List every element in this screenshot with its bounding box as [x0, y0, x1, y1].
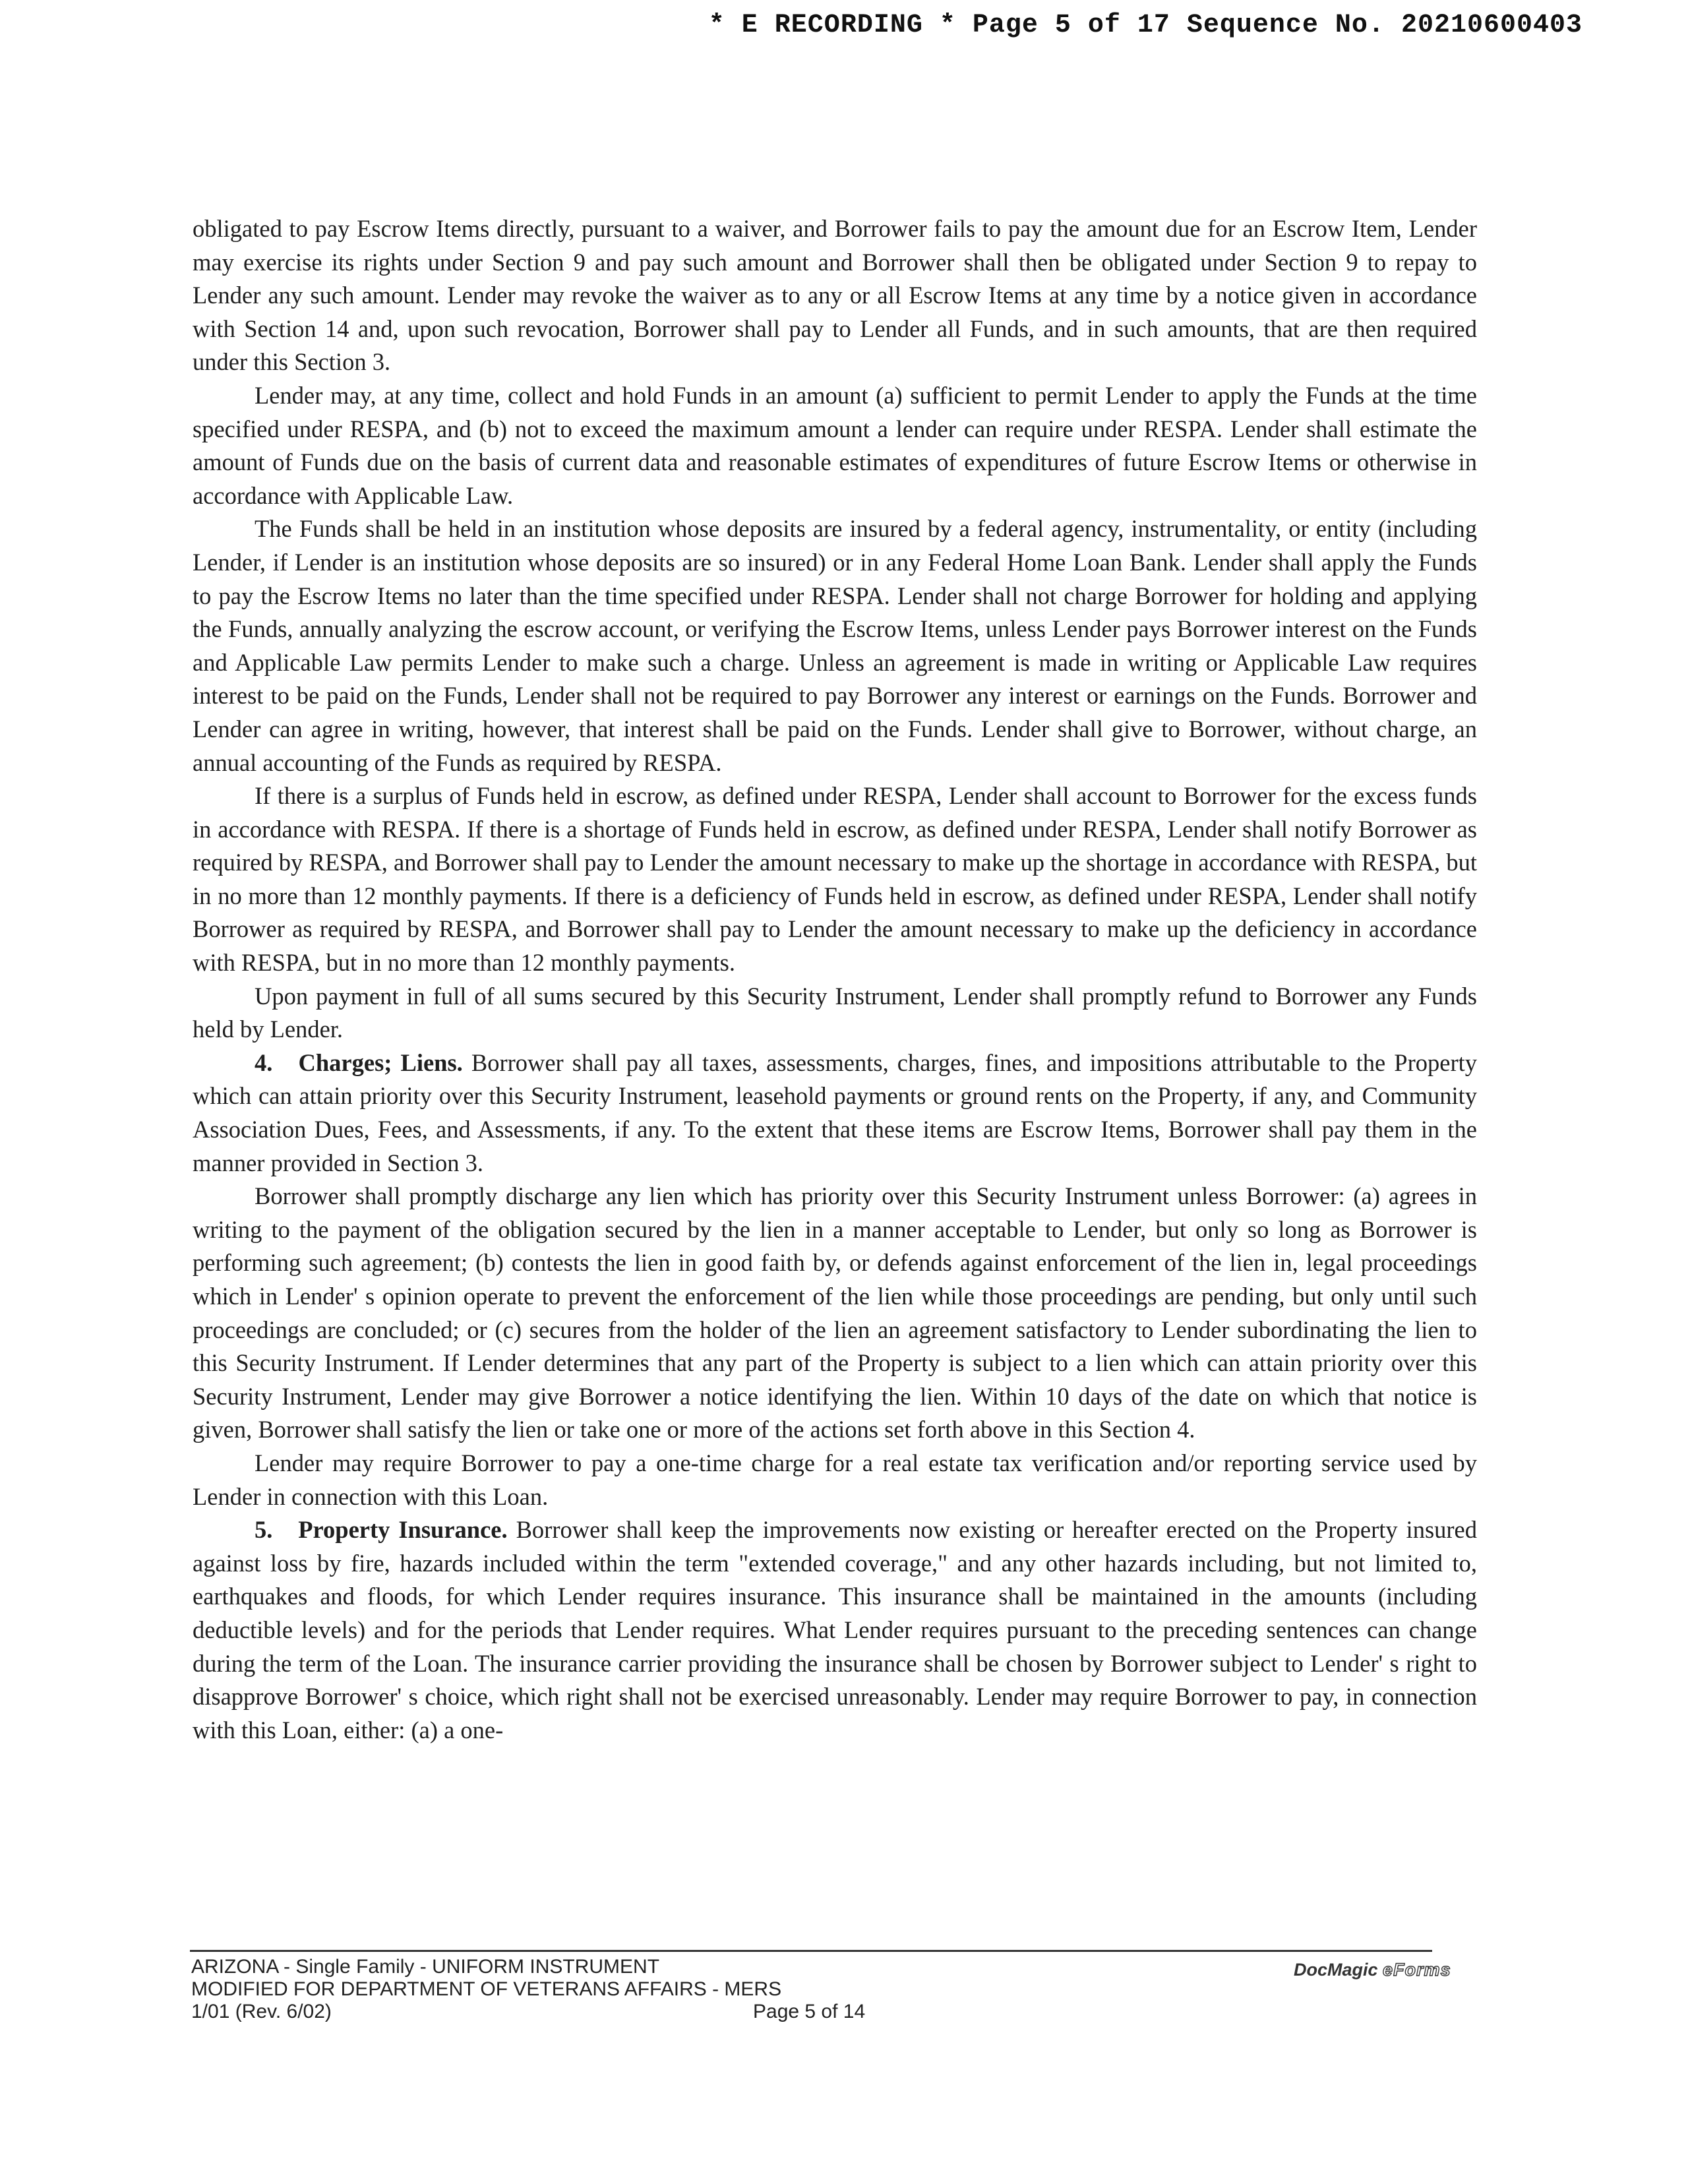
paragraph-escrow-waiver: obligated to pay Escrow Items directly, pursuant to a waiver, and Borrower fails to pay the amount due for an Escrow Item, Lender may exercise its rights under Section 9 and pay such amount and Borrower shall then be obligated under Section 9 to repay to Lender any such amount. Lender may revoke the waiver as to any or all Escrow Items at any time by a notice given in accordance with Section 14 and, upon such revocation, Borrower shall pay to Lender all Funds, and in such amounts, that are then required under this Section 3. — [193, 215, 1477, 376]
section-4-title: Charges; Liens. — [298, 1048, 463, 1076]
section-5-number: 5. — [255, 1516, 273, 1544]
recording-header: * E RECORDING * Page 5 of 17 Sequence No. 20210600403 — [708, 11, 1582, 40]
docmagic-brand: DocMagic — [1294, 1960, 1378, 1980]
paragraph-discharge-lien: Borrower shall promptly discharge any lien which has priority over this Security Instrument unless Borrower: (a) agrees in writing to the payment of the obligation secured by the lien in a manner acceptable to Lender, but only so long as Borrower is performing such agreement; (b) contests the lien in good faith by, or defends against enforcement of the lien in, legal proceedings which in Lender' s opinion operate to prevent the enforcement of the lien while those proceedings are pending, but only until such proceedings are concluded; or (c) secures from the holder of the lien an agreement satisfactory to Lender subordinating the lien to this Security Instrument. If Lender determines that any part of the Property is subject to a lien which can attain priority over this Security Instrument, Lender may give Borrower a notice identifying the lien. Within 10 days of the date on which that notice is given, Borrower shall satisfy the lien or take one or more of the actions set forth above in this Section 4. — [193, 1182, 1477, 1443]
eforms-brand: eForms — [1383, 1960, 1451, 1980]
section-4-charges-liens — [193, 1046, 1477, 1180]
footer-page-number: Page 5 of 14 — [753, 2001, 866, 2022]
footer-form-revision: 1/01 (Rev. 6/02) — [191, 2001, 332, 2022]
section-5-text: Borrower shall keep the improvements now existing or hereafter erected on the Property insured against loss by fire, hazards included within the term "extended coverage," and any other hazards including, but not limited to, earthquakes and floods, for which Lender requires insurance. This insurance shall be maintained in the amounts (including deductible levels) and for the periods that Lender requires. What Lender requires pursuant to the preceding sentences can change during the term of the Loan. The insurance carrier providing the insurance shall be chosen by Borrower subject to Lender' s right to disapprove Borrower' s choice, which right shall not be exercised unreasonably. Lender may require Borrower to pay, in connection with this Loan, either: (a) a one- — [193, 1516, 1478, 1744]
footer-divider — [190, 1950, 1432, 1952]
section-4-number: 4. — [255, 1048, 273, 1076]
paragraph-collect-funds: Lender may, at any time, collect and hold Funds in an amount (a) sufficient to permit Lender to apply the Funds at the time specified under RESPA, and (b) not to exceed the maximum amount a lender can require under RESPA. Lender shall estimate the amount of Funds due on the basis of current data and reasonable estimates of expenditures of future Escrow Items or otherwise in accordance with Applicable Law. — [193, 381, 1477, 509]
paragraph-funds-held: The Funds shall be held in an institution whose deposits are insured by a federal agency, instrumentality, or entity (including Lender, if Lender is an institution whose deposits are so insured) or in any Federal Home Loan Bank. Lender shall apply the Funds to pay the Escrow Items no later than the time specified under RESPA. Lender shall not charge Borrower for holding and applying the Funds, annually analyzing the escrow account, or verifying the Escrow Items, unless Lender pays Borrower interest on the Funds and Applicable Law permits Lender to make such a charge. Unless an agreement is made in writing or Applicable Law requires interest to be paid on the Funds, Lender shall not be required to pay Borrower any interest or earnings on the Funds. Borrower and Lender can agree in writing, however, that interest shall be paid on the Funds. Lender shall give to Borrower, without charge, an annual accounting of the Funds as required by RESPA. — [193, 515, 1477, 776]
paragraph-tax-verification: Lender may require Borrower to pay a one-time charge for a real estate tax verification and/or reporting service used by Lender in connection with this Loan. — [193, 1449, 1477, 1510]
footer-form-modification: MODIFIED FOR DEPARTMENT OF VETERANS AFFAIRS - MERS — [191, 1978, 782, 2000]
section-5-property-insurance — [193, 1513, 1477, 1747]
document-body — [193, 212, 1477, 1747]
paragraph-refund: Upon payment in full of all sums secured by this Security Instrument, Lender shall promptly refund to Borrower any Funds held by Lender. — [193, 982, 1477, 1043]
docmagic-logo — [1294, 1960, 1451, 1980]
section-4-text: Borrower shall pay all taxes, assessments, charges, fines, and impositions attributable to the Property which can attain priority over this Security Instrument, leasehold payments or ground rents on the Property, if any, and Community Association Dues, Fees, and Assessments, if any. To the extent that these items are Escrow Items, Borrower shall pay them in the manner provided in Section 3. — [193, 1048, 1478, 1176]
footer-form-title: ARIZONA - Single Family - UNIFORM INSTRUMENT — [191, 1956, 660, 1978]
paragraph-surplus-shortage: If there is a surplus of Funds held in escrow, as defined under RESPA, Lender shall account to Borrower for the excess funds in accordance with RESPA. If there is a shortage of Funds held in escrow, as defined under RESPA, Lender shall notify Borrower as required by RESPA, and Borrower shall pay to Lender the amount necessary to make up the shortage in accordance with RESPA, but in no more than 12 monthly payments. If there is a deficiency of Funds held in escrow, as defined under RESPA, Lender shall notify Borrower as required by RESPA, and Borrower shall pay to Lender the amount necessary to make up the deficiency in accordance with RESPA, but in no more than 12 monthly payments. — [193, 782, 1477, 977]
section-5-title: Property Insurance. — [298, 1516, 508, 1544]
